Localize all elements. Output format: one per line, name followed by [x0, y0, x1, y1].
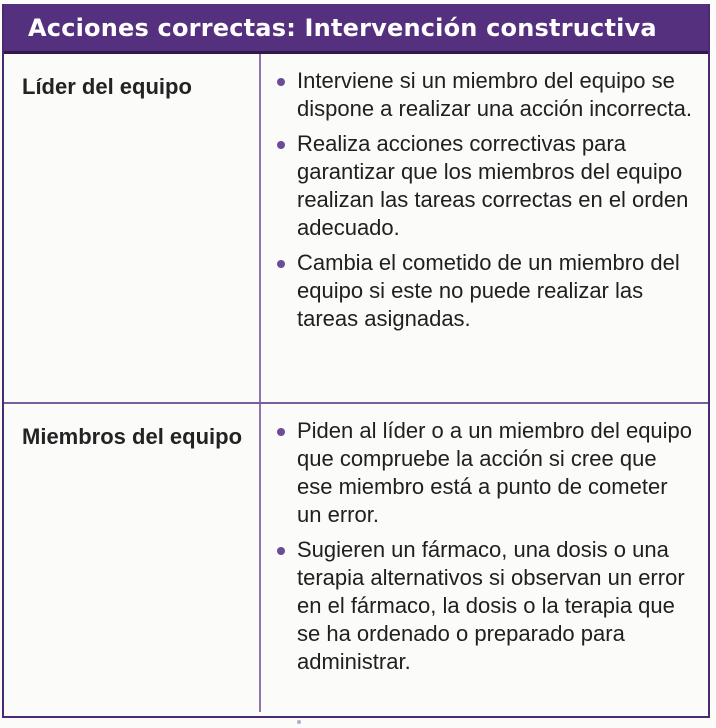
list-item-text: Cambia el cometido de un miembro del equipo si este no puede realizar las tareas asignadas.: [297, 250, 680, 331]
info-table: [2, 4, 710, 718]
row-label-team-members: Miembros del equipo: [4, 404, 261, 712]
list-item: [277, 536, 698, 676]
list-item: [277, 249, 698, 333]
list-item-text: Piden al líder o a un miembro del equipo que compruebe la acción si cree que ese miembro está a punto de cometer un error.: [297, 418, 693, 527]
row-content-team-leader: [261, 54, 708, 402]
table-row: [4, 404, 708, 712]
bullet-dot-icon: [277, 428, 285, 436]
list-item: [277, 130, 698, 242]
list-item: [277, 417, 698, 529]
row-label-team-leader: Líder del equipo: [4, 54, 261, 402]
page-marker: [297, 720, 301, 724]
list-item-text: Interviene si un miembro del equipo se dispone a realizar una acción incorrecta.: [297, 68, 693, 121]
bullet-dot-icon: [277, 141, 285, 149]
list-item: [277, 67, 698, 123]
bullet-dot-icon: [277, 78, 285, 86]
list-item-text: Realiza acciones correctivas para garantizar que los miembros del equipo realizan las tareas correctas en el orden adecuado.: [297, 131, 689, 240]
list-item-text: Sugieren un fármaco, una dosis o una terapia alternativos si observan un error en el fármaco, la dosis o la terapia que se ha ordenado o preparado para administrar.: [297, 537, 685, 674]
bullet-dot-icon: [277, 260, 285, 268]
row-content-team-members: [261, 404, 708, 712]
table-title: Acciones correctas: Intervención constructiva: [28, 13, 657, 42]
table-row: [4, 54, 708, 404]
table-header: [4, 4, 708, 54]
bullet-dot-icon: [277, 547, 285, 555]
